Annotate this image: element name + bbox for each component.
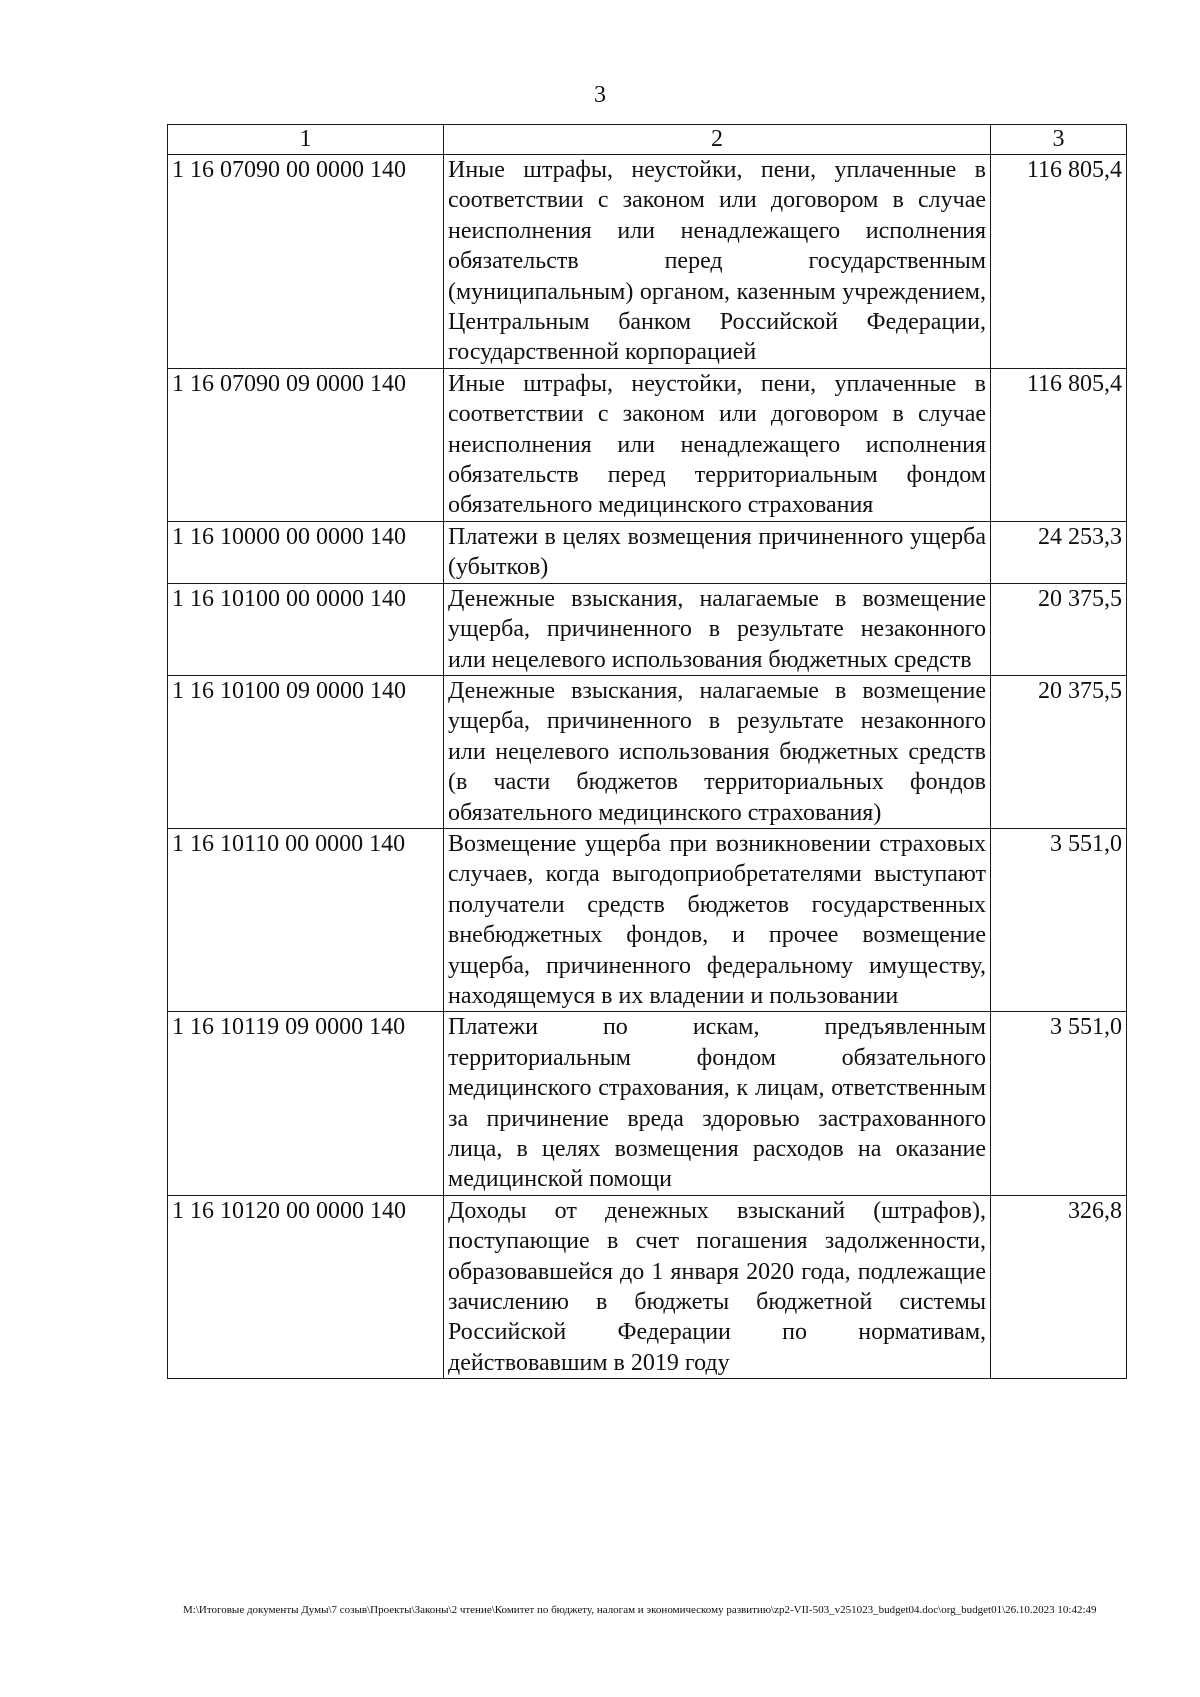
row-code: 1 16 10100 00 0000 140 bbox=[168, 583, 444, 675]
row-description: Платежи по искам, предъявленным территориальным фондом обязательного медицинского страхования, к лицам, ответственным за причинение вреда здоровью застрахованного лица, в целях возмещения расходов на оказание медицинской помощи bbox=[444, 1012, 991, 1195]
column-header-description: 2 bbox=[444, 125, 991, 155]
row-code: 1 16 10119 09 0000 140 bbox=[168, 1012, 444, 1195]
revenue-table bbox=[167, 124, 1127, 1379]
row-amount: 3 551,0 bbox=[991, 1012, 1127, 1195]
row-amount: 326,8 bbox=[991, 1195, 1127, 1378]
row-code: 1 16 07090 09 0000 140 bbox=[168, 368, 444, 521]
row-code: 1 16 10120 00 0000 140 bbox=[168, 1195, 444, 1378]
table-row bbox=[168, 1195, 1127, 1378]
table-row bbox=[168, 155, 1127, 369]
row-amount: 24 253,3 bbox=[991, 521, 1127, 583]
page-number: 3 bbox=[594, 82, 606, 108]
row-description: Платежи в целях возмещения причиненного ущерба (убытков) bbox=[444, 521, 991, 583]
row-description: Возмещение ущерба при возникновении страховых случаев, когда выгодоприобретателями выступают получатели средств бюджетов государственных внебюджетных фондов, и прочее возмещение ущерба, причиненного федеральному имуществу, находящемуся в их владении и пользовании bbox=[444, 828, 991, 1011]
row-description: Иные штрафы, неустойки, пени, уплаченные в соответствии с законом или договором в случае неисполнения или ненадлежащего исполнения обязательств перед государственным (муниципальным) органом, казенным учреждением, Центральным банком Российской Федерации, государственной корпорацией bbox=[444, 155, 991, 369]
table-row bbox=[168, 521, 1127, 583]
row-description: Доходы от денежных взысканий (штрафов), поступающие в счет погашения задолженности, образовавшейся до 1 января 2020 года, подлежащие зачислению в бюджеты бюджетной системы Российской Федерации по нормативам, действовавшим в 2019 году bbox=[444, 1195, 991, 1378]
row-amount: 116 805,4 bbox=[991, 155, 1127, 369]
table-row bbox=[168, 583, 1127, 675]
row-description: Иные штрафы, неустойки, пени, уплаченные в соответствии с законом или договором в случае неисполнения или ненадлежащего исполнения обязательств перед территориальным фондом обязательного медицинского страхования bbox=[444, 368, 991, 521]
table-row bbox=[168, 368, 1127, 521]
row-code: 1 16 10110 00 0000 140 bbox=[168, 828, 444, 1011]
table-row bbox=[168, 828, 1127, 1011]
row-amount: 3 551,0 bbox=[991, 828, 1127, 1011]
table-header-row bbox=[168, 125, 1127, 155]
row-amount: 20 375,5 bbox=[991, 675, 1127, 828]
row-code: 1 16 07090 00 0000 140 bbox=[168, 155, 444, 369]
row-description: Денежные взыскания, налагаемые в возмещение ущерба, причиненного в результате незаконного или нецелевого использования бюджетных средств (в части бюджетов территориальных фондов обязательного медицинского страхования) bbox=[444, 675, 991, 828]
row-code: 1 16 10100 09 0000 140 bbox=[168, 675, 444, 828]
row-amount: 116 805,4 bbox=[991, 368, 1127, 521]
table-row bbox=[168, 1012, 1127, 1195]
row-description: Денежные взыскания, налагаемые в возмещение ущерба, причиненного в результате незаконного или нецелевого использования бюджетных средств bbox=[444, 583, 991, 675]
row-amount: 20 375,5 bbox=[991, 583, 1127, 675]
column-header-amount: 3 bbox=[991, 125, 1127, 155]
table-row bbox=[168, 675, 1127, 828]
document-path-footer: M:\Итоговые документы Думы\7 созыв\Проекты\Законы\2 чтение\Комитет по бюджету, налогам и экономическому развитию\zp2-VII-503_v251023_budget04.doc\org_budget01\26.10.2023 10:42:49 bbox=[183, 1604, 1097, 1616]
row-code: 1 16 10000 00 0000 140 bbox=[168, 521, 444, 583]
column-header-code: 1 bbox=[168, 125, 444, 155]
